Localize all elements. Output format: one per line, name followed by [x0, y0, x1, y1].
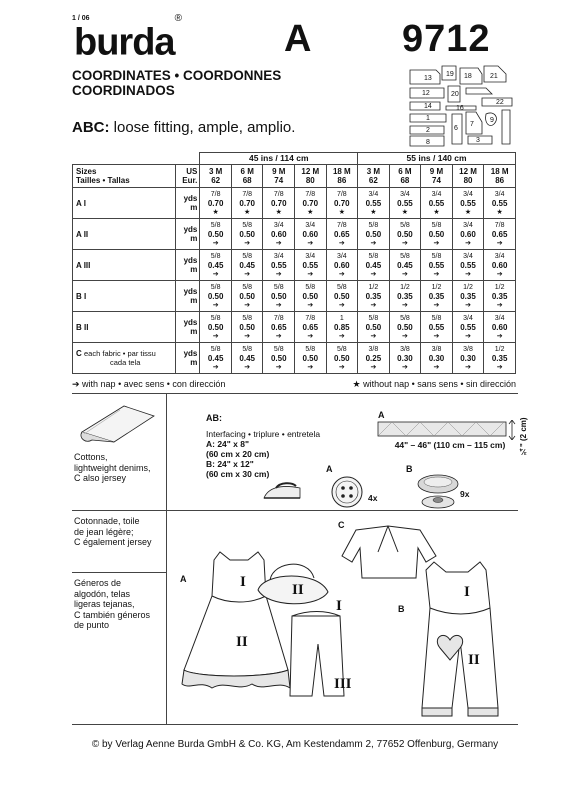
yardage-cell: 5/8 0.50 ➔ — [263, 281, 295, 312]
yardage-cell: 3/4 0.55 ➔ — [263, 250, 295, 281]
registered-mark: ® — [174, 13, 181, 24]
roman-i-a: I — [240, 574, 246, 590]
yardage-table — [72, 152, 516, 374]
yardage-cell: 5/8 0.50 ➔ — [326, 281, 358, 312]
fabric-suggestions-es: Géneros de algodón, telas ligeras tejanas, C también géneros de punto — [74, 578, 151, 630]
roman-iii-a: III — [334, 676, 352, 692]
yardage-cell: 7/8 0.70 ★ — [231, 188, 263, 219]
fit-text: loose fitting, ample, amplio. — [109, 119, 296, 136]
sizes-label: Sizes Tailles • Tallas — [73, 165, 176, 188]
yardage-cell: 5/8 0.50 ➔ — [389, 219, 421, 250]
svg-text:3: 3 — [476, 137, 480, 144]
yardage-cell: 5/8 0.45 ➔ — [389, 250, 421, 281]
garment-illustrations — [168, 512, 516, 724]
iron-icon — [262, 480, 304, 502]
snap-quantity: 9x — [460, 489, 470, 499]
pattern-pieces-diagram — [406, 62, 518, 148]
yardage-cell: 5/8 0.55 ➔ — [421, 312, 453, 343]
units: yds m — [175, 343, 200, 374]
yardage-cell: 3/8 0.30 ➔ — [421, 343, 453, 374]
svg-text:8: 8 — [426, 139, 430, 146]
size-units: US Eur. — [175, 165, 200, 188]
yardage-cell: 3/4 0.60 ➔ — [452, 219, 484, 250]
svg-text:9: 9 — [490, 117, 494, 124]
yardage-cell: 5/8 0.50 ➔ — [200, 312, 232, 343]
fit-description — [72, 119, 295, 137]
svg-text:18: 18 — [464, 73, 472, 80]
yardage-cell: 5/8 0.50 ➔ — [231, 219, 263, 250]
interfacing-info: Interfacing • triplure • entretela A: 24" x 8" (60 cm x 20 cm) B: 24" x 12" (60 cm x 30 cm) — [206, 429, 321, 479]
copyright-footer: © by Verlag Aenne Burda GmbH & Co. KG, Am Kestendamm 2, 77652 Offenburg, Germany — [91, 739, 499, 750]
yardage-cell: 5/8 0.55 ➔ — [421, 250, 453, 281]
yardage-cell: 7/8 0.70 ★ — [200, 188, 232, 219]
fabric-width-row — [73, 153, 516, 165]
yardage-cell: 3/4 0.55 ★ — [358, 188, 390, 219]
notions-title: AB: — [206, 413, 222, 423]
interfacing-strip-diagram — [376, 420, 518, 440]
yardage-cell: 5/8 0.50 ➔ — [421, 219, 453, 250]
yardage-row — [73, 312, 516, 343]
yardage-cell: 1/2 0.35 ➔ — [484, 343, 516, 374]
svg-text:14: 14 — [424, 103, 432, 110]
yardage-cell: 3/4 0.60 ➔ — [263, 219, 295, 250]
yardage-row — [73, 188, 516, 219]
yardage-cell: 3/4 0.55 ★ — [421, 188, 453, 219]
yardage-cell: 5/8 0.50 ➔ — [200, 219, 232, 250]
with-nap-legend: ➔ with nap • avec sens • con dirección — [72, 379, 226, 389]
size-cell: 9 M 74 — [263, 165, 295, 188]
yardage-cell: 3/4 0.60 ➔ — [295, 219, 327, 250]
strip-length: 44" – 46" (110 cm – 115 cm) — [394, 440, 506, 450]
view-piece-label: B II — [73, 312, 176, 343]
fabric-suggestions-fr: Cotonnade, toile de jean légère; C également jersey — [74, 516, 152, 547]
svg-text:12: 12 — [422, 90, 430, 97]
divider — [166, 510, 518, 511]
dress-illustration — [184, 552, 288, 676]
yardage-cell: 5/8 0.50 ➔ — [358, 219, 390, 250]
title-line-2: COORDINADOS — [72, 83, 175, 98]
units: yds m — [175, 312, 200, 343]
roman-ii-hat: II — [292, 582, 304, 598]
yardage-cell: 5/8 0.45 ➔ — [358, 250, 390, 281]
size-cell: 3 M 62 — [200, 165, 232, 188]
yardage-cell: 3/4 0.60 ➔ — [326, 250, 358, 281]
size-cell: 18 M 86 — [326, 165, 358, 188]
yardage-cell: 1/2 0.35 ➔ — [358, 281, 390, 312]
svg-text:19: 19 — [446, 71, 454, 78]
snap-view-label: B — [406, 464, 413, 474]
size-cell: 9 M 74 — [421, 165, 453, 188]
yardage-cell: 1/2 0.35 ➔ — [421, 281, 453, 312]
divider — [166, 393, 167, 725]
yardage-cell: 5/8 0.50 ➔ — [231, 281, 263, 312]
yardage-cell: 3/8 0.30 ➔ — [389, 343, 421, 374]
yardage-cell: 1/2 0.35 ➔ — [484, 281, 516, 312]
title-line-1: COORDINATES • COORDONNES — [72, 68, 282, 83]
svg-text:21: 21 — [490, 73, 498, 80]
fabric-swatch-image — [80, 402, 156, 446]
svg-text:22: 22 — [496, 99, 504, 106]
units: yds m — [175, 188, 200, 219]
fit-views: ABC: — [72, 119, 110, 136]
svg-text:1: 1 — [426, 115, 430, 122]
size-cell: 18 M 86 — [484, 165, 516, 188]
svg-text:2: 2 — [426, 127, 430, 134]
yardage-cell: 7/8 0.70 ★ — [263, 188, 295, 219]
snap-fastener-icon — [414, 472, 464, 510]
yardage-row — [73, 219, 516, 250]
svg-text:13: 13 — [424, 75, 432, 82]
units: yds m — [175, 219, 200, 250]
yardage-cell: 5/8 0.50 ➔ — [231, 312, 263, 343]
divider — [72, 510, 166, 511]
svg-text:7: 7 — [470, 121, 474, 128]
roman-ii-b: II — [468, 652, 480, 668]
roman-ii-a: II — [236, 634, 248, 650]
svg-text:6: 6 — [454, 125, 458, 132]
view-piece-label: A I — [73, 188, 176, 219]
size-cell: 3 M 62 — [358, 165, 390, 188]
yardage-cell: 5/8 0.50 ➔ — [295, 343, 327, 374]
fabric-suggestions-en: Cottons, lightweight denims, C also jersey — [74, 452, 151, 483]
yardage-cell: 3/4 0.55 ★ — [484, 188, 516, 219]
yardage-rows — [73, 188, 516, 374]
units: yds m — [175, 281, 200, 312]
yardage-cell: 7/8 0.65 ➔ — [295, 312, 327, 343]
divider — [72, 393, 518, 394]
units: yds m — [175, 250, 200, 281]
svg-text:20: 20 — [451, 91, 459, 98]
yardage-cell: 3/4 0.55 ➔ — [452, 250, 484, 281]
width-45: 45 ins / 114 cm — [200, 153, 358, 165]
yardage-cell: 5/8 0.45 ➔ — [231, 343, 263, 374]
view-piece-label: B I — [73, 281, 176, 312]
pattern-title — [72, 68, 281, 98]
button-view-label: A — [326, 464, 333, 474]
view-piece-label: C each fabric • par tissu cada tela — [73, 343, 176, 374]
yardage-cell: 7/8 0.70 ★ — [326, 188, 358, 219]
yardage-cell: 3/8 0.30 ➔ — [452, 343, 484, 374]
yardage-cell: 1/2 0.35 ➔ — [389, 281, 421, 312]
yardage-cell: 3/4 0.55 ➔ — [452, 312, 484, 343]
yardage-cell: 1/2 0.35 ➔ — [452, 281, 484, 312]
yardage-row — [73, 250, 516, 281]
yardage-row — [73, 343, 516, 374]
yardage-cell: 7/8 0.65 ➔ — [263, 312, 295, 343]
view-piece-label: A II — [73, 219, 176, 250]
yardage-cell: 5/8 0.50 ➔ — [326, 343, 358, 374]
yardage-cell: 3/4 0.55 ★ — [389, 188, 421, 219]
issue-date: 1 / 06 — [72, 15, 90, 22]
yardage-cell: 7/8 0.65 ➔ — [326, 219, 358, 250]
yardage-cell: 5/8 0.50 ➔ — [200, 281, 232, 312]
roman-i-b: I — [464, 584, 470, 600]
without-nap-legend: ★ without nap • sans sens • sin dirección — [352, 379, 516, 389]
size-cell: 12 M 80 — [452, 165, 484, 188]
yardage-cell: 3/4 0.60 ➔ — [484, 250, 516, 281]
yardage-cell: 5/8 0.45 ➔ — [200, 250, 232, 281]
width-55: 55 ins / 140 cm — [358, 153, 516, 165]
view-b-label: B — [398, 604, 405, 614]
yardage-cell: 5/8 0.50 ➔ — [295, 281, 327, 312]
size-cell: 6 M 68 — [231, 165, 263, 188]
button-quantity: 4x — [368, 493, 378, 503]
yardage-cell: 7/8 0.70 ★ — [295, 188, 327, 219]
pattern-number: 9712 — [402, 18, 491, 60]
yardage-cell: 5/8 0.50 ➔ — [389, 312, 421, 343]
divider — [72, 724, 518, 725]
size-row — [73, 165, 516, 188]
brand-name: burda — [74, 21, 175, 64]
view-c-label: C — [338, 520, 345, 530]
svg-text:16: 16 — [456, 105, 464, 112]
view-a-label: A — [180, 574, 187, 584]
yardage-cell: 1 0.85 ➔ — [326, 312, 358, 343]
yardage-cell: 5/8 0.45 ➔ — [231, 250, 263, 281]
size-range-letter: A — [284, 18, 312, 60]
yardage-cell: 5/8 0.50 ➔ — [358, 312, 390, 343]
yardage-cell: 5/8 0.45 ➔ — [200, 343, 232, 374]
yardage-cell: 3/4 0.55 ★ — [452, 188, 484, 219]
yardage-cell: 3/4 0.55 ➔ — [295, 250, 327, 281]
view-piece-label: A III — [73, 250, 176, 281]
size-cell: 12 M 80 — [295, 165, 327, 188]
yardage-row — [73, 281, 516, 312]
strip-label: A — [378, 410, 385, 420]
yardage-cell: 3/8 0.25 ➔ — [358, 343, 390, 374]
strip-width: ¾" (2 cm) — [519, 417, 528, 456]
yardage-cell: 7/8 0.65 ➔ — [484, 219, 516, 250]
yardage-cell: 5/8 0.50 ➔ — [263, 343, 295, 374]
yardage-cell: 3/4 0.60 ➔ — [484, 312, 516, 343]
button-icon — [330, 475, 364, 509]
divider — [72, 572, 166, 573]
roman-i-hat: I — [336, 598, 342, 614]
size-cell: 6 M 68 — [389, 165, 421, 188]
